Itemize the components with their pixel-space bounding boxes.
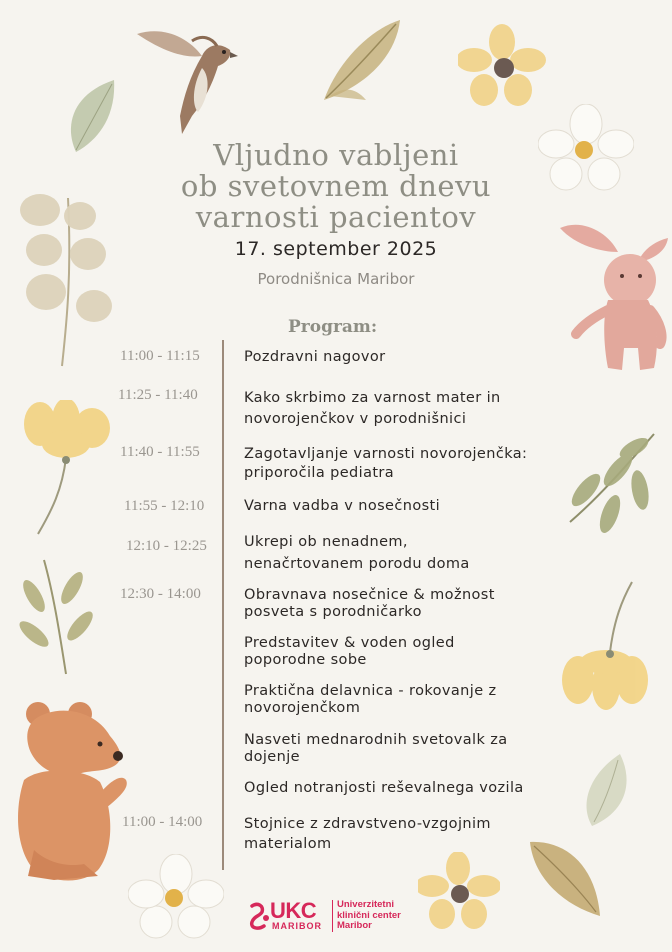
program-item xyxy=(244,388,614,430)
leaf-icon xyxy=(316,16,406,106)
logo-separator xyxy=(332,900,333,932)
program-divider xyxy=(222,340,224,870)
program-time: 11:40 - 11:55 xyxy=(120,444,200,460)
title-line-3: varnosti pacientov xyxy=(195,200,477,234)
logo-text-line: klinični center xyxy=(337,909,401,921)
program-item-line: nenačrtovanem porodu doma xyxy=(244,556,470,572)
program-item-line: Varna vadba v nosečnosti xyxy=(244,498,441,514)
program-item xyxy=(244,814,614,854)
program-item xyxy=(244,349,614,366)
program-item-line: Ogled notranjosti reševalnega vozila xyxy=(244,780,524,796)
program-item-line: Zagotavljanje varnosti novorojenčka: xyxy=(244,446,528,462)
yellow-flower-icon xyxy=(418,852,500,932)
program-item xyxy=(244,732,614,766)
program-item-line: Predstavitev & voden ogled xyxy=(244,635,455,651)
event-date: 17. september 2025 xyxy=(234,238,438,260)
program-item-line: Pozdravni nagovor xyxy=(244,349,386,365)
program-item-line: Praktična delavnica - rokovanje z xyxy=(244,683,497,699)
olive-branch-icon xyxy=(14,556,104,676)
title-line-2: ob svetovnem dnevu xyxy=(180,169,492,203)
program-item-line: Stojnice z zdravstveno-vzgojnim xyxy=(244,816,491,832)
program-item xyxy=(244,498,614,515)
program-time: 12:30 - 14:00 xyxy=(120,586,201,602)
program-item-line: poporodne sobe xyxy=(244,652,367,668)
logo-text-line: Maribor xyxy=(337,920,372,931)
yellow-flower-icon xyxy=(458,24,546,108)
program-item-line: posveta s porodničarko xyxy=(244,604,422,620)
program-item-line: materialom xyxy=(244,836,332,852)
logo-city: MARIBOR xyxy=(272,921,322,931)
program-time: 11:00 - 14:00 xyxy=(122,814,203,830)
program-time: 12:10 - 12:25 xyxy=(126,538,207,554)
program-item-line: novorojenčkov v porodnišnici xyxy=(244,411,467,427)
logo-ukc: UKC xyxy=(270,898,317,923)
program-item-line: Ukrepi ob nenadnem, xyxy=(244,534,408,550)
ukc-emblem-icon xyxy=(248,902,272,930)
yellow-flower-stem-icon xyxy=(22,400,114,536)
invitation-title xyxy=(0,140,672,233)
program-item-line: novorojenčkom xyxy=(244,700,361,716)
event-venue: Porodnišnica Maribor xyxy=(257,270,415,288)
program-item xyxy=(244,780,614,797)
program-item-line: priporočila pediatra xyxy=(244,465,395,481)
bear-icon xyxy=(14,700,134,884)
program-item-line: dojenje xyxy=(244,749,300,765)
ukc-maribor-logo xyxy=(248,898,428,934)
program-item xyxy=(244,683,614,717)
program-item-line: Kako skrbimo za varnost mater in xyxy=(244,390,501,406)
program-item xyxy=(244,445,614,483)
title-line-1: Vljudno vabljeni xyxy=(213,138,459,172)
program-item xyxy=(244,531,614,575)
program-item xyxy=(244,587,614,621)
program-item-line: Obravnava nosečnice & možnost xyxy=(244,587,495,603)
olive-branch-icon xyxy=(564,426,664,546)
program-time: 11:25 - 11:40 xyxy=(118,387,198,403)
program-item-line: Nasveti mednarodnih svetovalk za xyxy=(244,732,508,748)
program-heading: Program: xyxy=(288,317,378,337)
program-item xyxy=(244,635,614,669)
sparrow-bird-icon xyxy=(132,16,242,136)
white-flower-icon xyxy=(128,854,224,940)
program-time: 11:00 - 11:15 xyxy=(120,348,200,364)
logo-text xyxy=(337,900,401,932)
program-time: 11:55 - 12:10 xyxy=(124,498,205,514)
logo-text-line: Univerzitetni xyxy=(337,899,395,910)
